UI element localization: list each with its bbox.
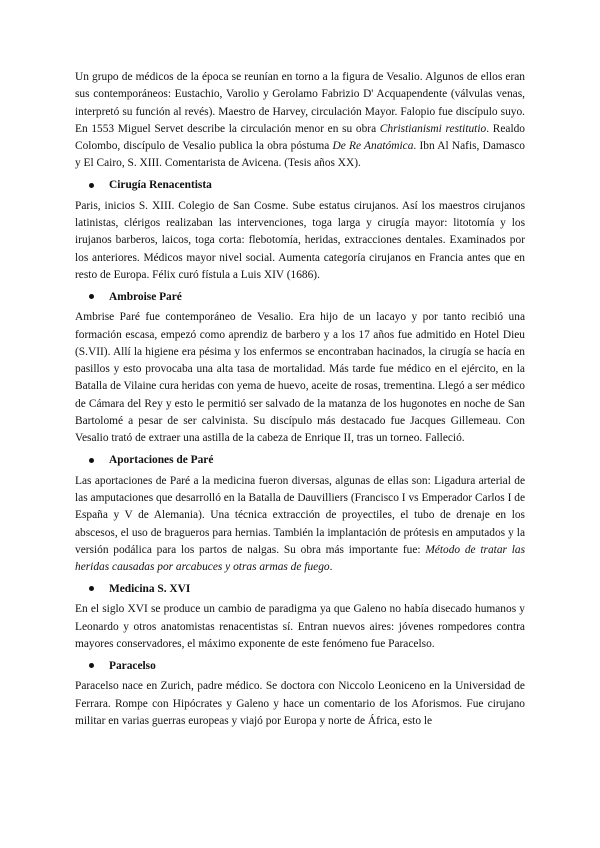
heading-text: Cirugía Renacentista: [109, 179, 212, 192]
paragraph-paracelso: Paracelso nace en Zurich, padre médico. Se doctora con Niccolo Leoniceno en la Universidad de Ferrara. Rompe con Hipócrates y Galeno y hace un comentario de los Aforismos. Fue cirujano militar en varias guerras europeas y viajó por Europa y norte de África, esto le: [75, 680, 525, 727]
heading-text: Medicina S. XVI: [109, 582, 191, 595]
heading-text: Aportaciones de Paré: [109, 454, 214, 467]
heading-cirugia-renacentista: [75, 177, 525, 194]
paragraph-aportaciones-pare: [75, 473, 525, 577]
paragraph-cirugia-renacentista: Paris, inicios S. XIII. Colegio de San Cosme. Sube estatus cirujanos. Así los maestros cirujanos latinistas, clérigos realizaban las intervenciones, toga larga y cirugía mayor: litotomía y los irujanos barberos, laicos, toga corta: flebotomía, heridas, extracciones dentales. Examinados por los anteriores. Médicos mayor nivel social. Aumenta categoría cirujanos en Francia antes que en resto de Europa. Félix curó fístula a Luis XIV (1686).: [75, 199, 525, 281]
heading-medicina-s-xvi: [75, 580, 525, 597]
heading-ambroise-pare: [75, 288, 525, 305]
paragraph-ambroise-pare: Ambrise Paré fue contemporáneo de Vesalio. Era hijo de un lacayo y por tanto recibió una formación escasa, empezó como aprendiz de barbero y a los 17 años fue admitido en Hotel Dieu (S.VII). Allí la higiene era pésima y los enfermos se encontraban hacinados, la cirugía se hacía en pasillos y esto provocaba una alta tasa de mortalidad. Más tarde fue médico en el ejército, en la Batalla de Vilaine cura heridas con yema de huevo, aceite de rosas, trementina. Llegó a ser médico de Cámara del Rey y esto le permitió ser salvado de la matanza de los hugonotes en noche de San Bartolomé a pesar de ser calvinista. Su discípulo más destacado fue Jacques Gillemeau. Con Vesalio trató de extraer una astilla de la cabeza de Enrique II, tras un torneo. Falleció.: [75, 311, 525, 445]
intro-text-3: . Ibn Al Nafis, Damasco y El Cairo, S. XIII. Comentarista de Avicena. (Tesis años XX).: [75, 140, 526, 170]
bullet-icon: [89, 663, 94, 668]
heading-text: Ambroise Paré: [109, 290, 182, 303]
intro-text-1: Un grupo de médicos de la época se reunían en torno a la figura de Vesalio. Algunos de ellos eran sus contemporáneos: Eustachio, Varolio y Gerolamo Fabrizio D' Acquapendente (válvulas venas, interpretó su función al revés). Maestro de Harvey, circulación Mayor. Falopio fue discípulo suyo. En 1553 Miguel Servet describe la circulación menor en su obra: [75, 71, 525, 135]
bullet-icon: [89, 586, 94, 591]
aportaciones-book-title: Método de tratar las heridas causadas por arcabuces y otras armas de fuego: [75, 543, 526, 574]
heading-text: Paracelso: [109, 659, 156, 672]
bullet-icon: [89, 183, 94, 188]
bullet-icon: [89, 458, 94, 463]
intro-italic-title-1: Christianismi restitutio: [379, 122, 487, 135]
intro-text-2: . Realdo Colombo, discípulo de Vesalio publica la obra póstuma: [75, 122, 526, 153]
paragraph-medicina-s-xvi: En el siglo XVI se produce un cambio de paradigma ya que Galeno no había disecado humanos y Leonardo y otros anatomistas renacentistas sí. Entran nuevos aires: jóvenes rompedores contra mayores conservadores, el máximo exponente de este fenómeno fue Paracelso.: [75, 603, 525, 651]
heading-aportaciones-pare: [75, 452, 525, 469]
intro-italic-title-2: De Re Anatómica: [332, 140, 414, 153]
aportaciones-text: Las aportaciones de Paré a la medicina fueron diversas, algunas de ellas son: Ligadura arterial de las amputaciones que desarrolló en la Batalla de Dauvilliers (Francisco I vs Emperador Carlos I de España y V de Alemania). Una técnica extracción de proyectiles, el tubo de drenaje en los abscesos, el uso de bragueros para hernias. También la implantación de prótesis en amputados y la versión podálica para los partos de nalgas. Su obra más importante fue:: [75, 474, 525, 556]
bullet-icon: [89, 294, 94, 299]
aportaciones-tail: .: [329, 561, 333, 574]
heading-paracelso: [75, 657, 525, 674]
intro-paragraph: [75, 69, 525, 173]
